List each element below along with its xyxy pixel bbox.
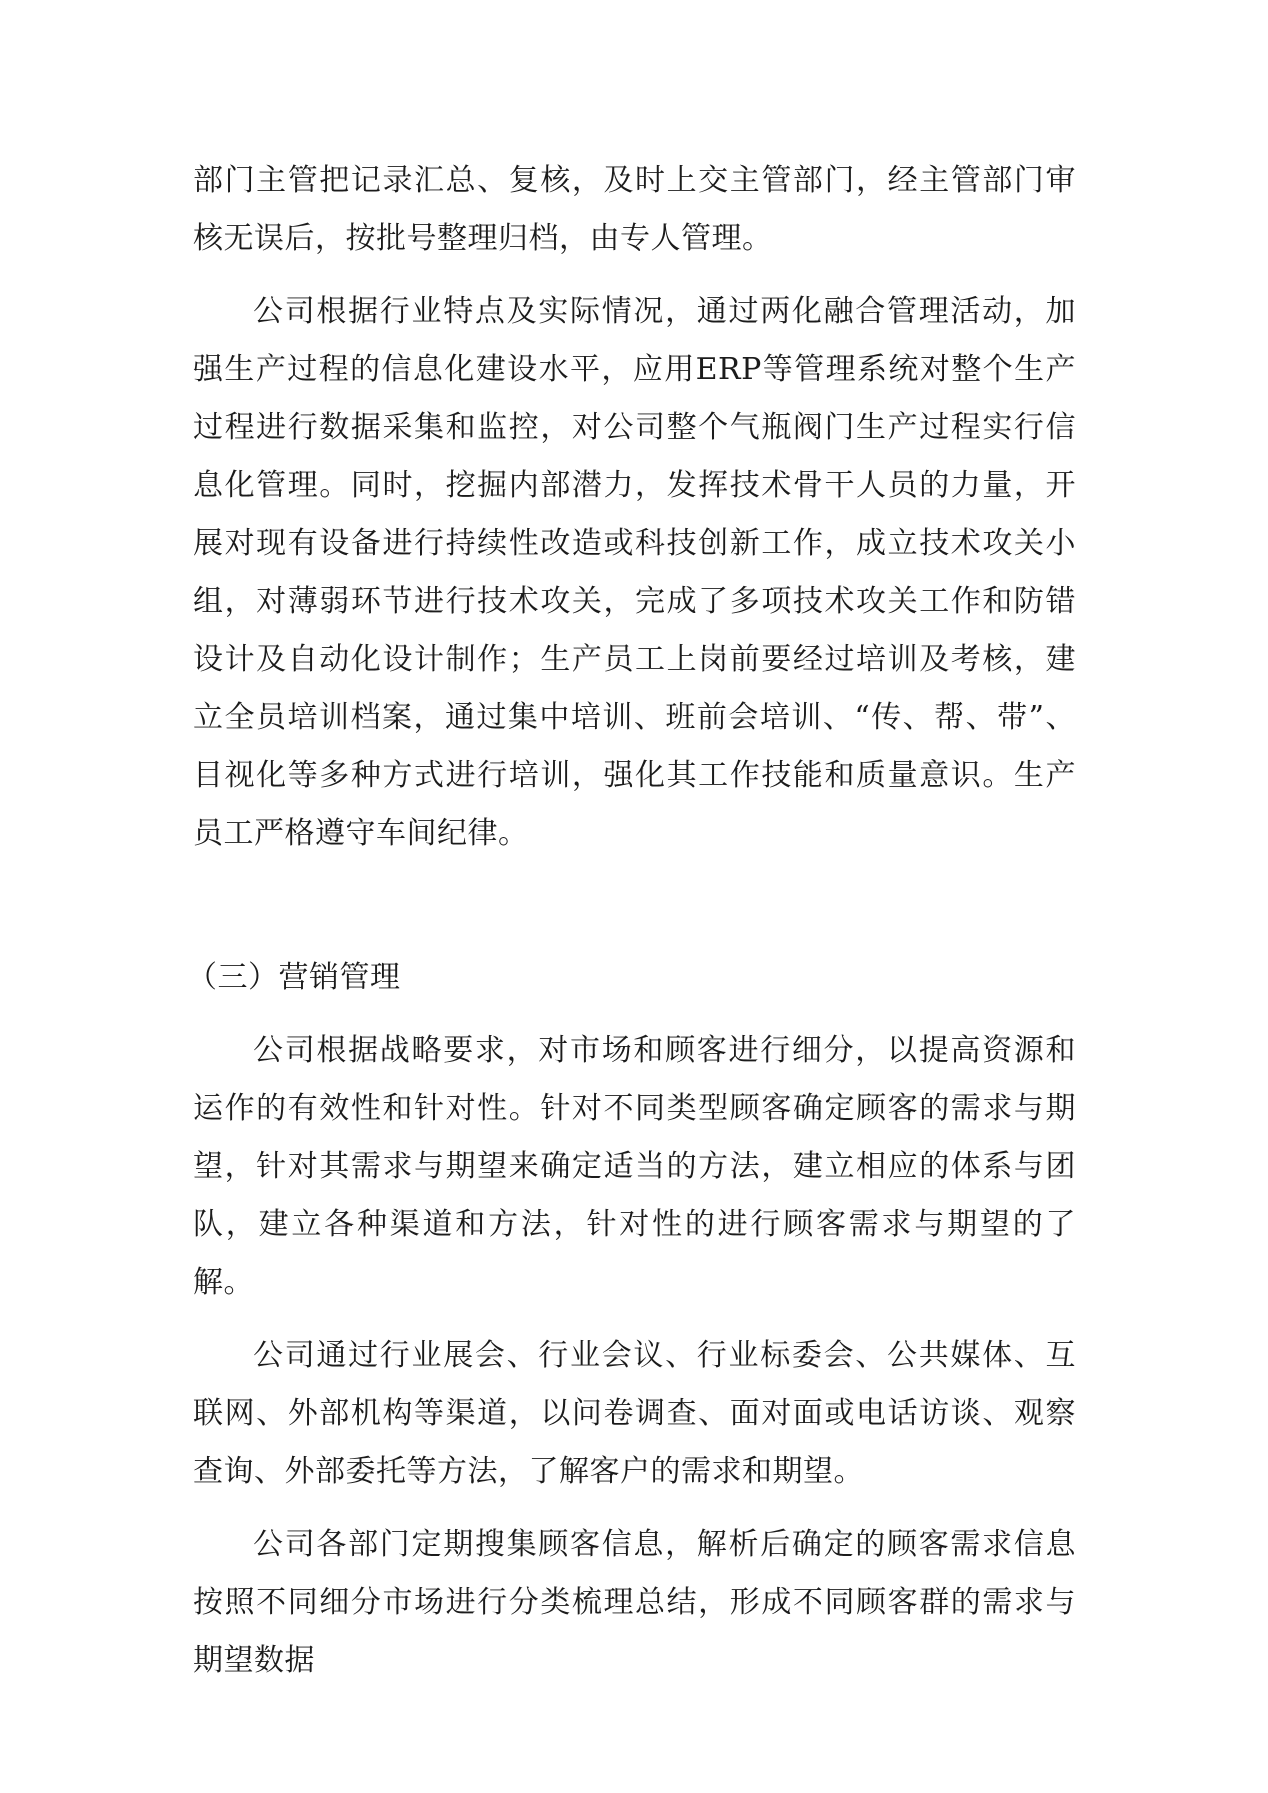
paragraph-continued: 部门主管把记录汇总、复核，及时上交主管部门，经主管部门审核无误后，按批号整理归档，由专人管理。: [193, 163, 1076, 256]
section-heading-marketing: （三）营销管理: [187, 960, 401, 995]
document-body: [187, 152, 1076, 1690]
paragraph-customer-information: 公司各部门定期搜集顾客信息，解析后确定的顾客需求信息按照不同细分市场进行分类梳理总结，形成不同顾客群的需求与期望数据: [193, 1527, 1076, 1678]
paragraph-market-segmentation: 公司根据战略要求，对市场和顾客进行细分，以提高资源和运作的有效性和针对性。针对不同类型顾客确定顾客的需求与期望，针对其需求与期望来确定适当的方法，建立相应的体系与团队，建立各种渠道和方法，针对性的进行顾客需求与期望的了解。: [193, 1033, 1076, 1300]
paragraph-production-informatization: 公司根据行业特点及实际情况，通过两化融合管理活动，加强生产过程的信息化建设水平，应用ERP等管理系统对整个生产过程进行数据采集和监控，对公司整个气瓶阀门生产过程实行信息化管理。同时，挖掘内部潜力，发挥技术骨干人员的力量，开展对现有设备进行持续性改造或科技创新工作，成立技术攻关小组，对薄弱环节进行技术攻关，完成了多项技术攻关工作和防错设计及自动化设计制作；生产员工上岗前要经过培训及考核，建立全员培训档案，通过集中培训、班前会培训、“传、帮、带”、目视化等多种方式进行培训，强化其工作技能和质量意识。生产员工严格遵守车间纪律。: [193, 294, 1076, 851]
paragraph-customer-channels: 公司通过行业展会、行业会议、行业标委会、公共媒体、互联网、外部机构等渠道，以问卷调查、面对面或电话访谈、观察查询、外部委托等方法，了解客户的需求和期望。: [193, 1338, 1076, 1489]
